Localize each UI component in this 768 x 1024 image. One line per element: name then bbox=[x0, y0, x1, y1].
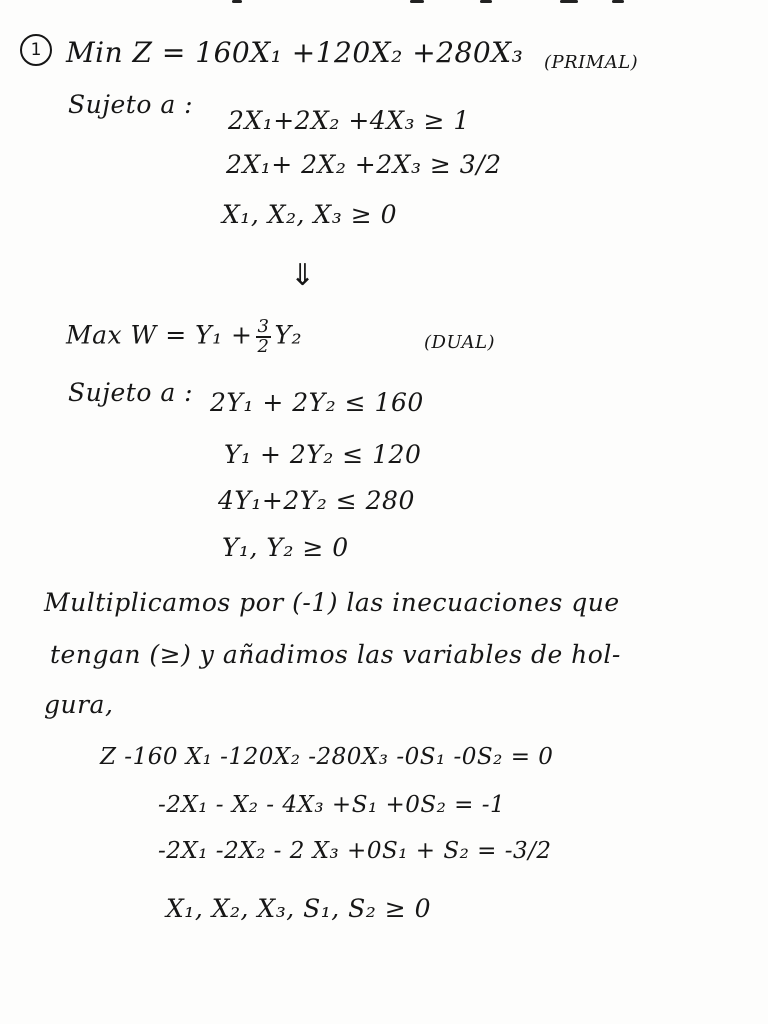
dual-nonnegativity: Y₁, Y₂ ≥ 0 bbox=[222, 533, 349, 562]
dual-objective-suffix: Y₂ bbox=[274, 320, 302, 350]
paragraph-line-2: tengan (≥) y añadimos las variables de hol- bbox=[50, 640, 621, 669]
fraction-denominator: 2 bbox=[257, 336, 270, 357]
problem-number: 1 bbox=[20, 34, 52, 66]
paragraph-line-1: Multiplicamos por (-1) las inecuaciones que bbox=[44, 588, 620, 617]
primal-constraint-2: 2X₁+ 2X₂ +2X₃ ≥ 3/2 bbox=[226, 150, 502, 179]
system-equation-1: Z -160 X₁ -120X₂ -280X₃ -0S₁ -0S₂ = 0 bbox=[100, 744, 554, 770]
primal-objective: Min Z = 160X₁ +120X₂ +280X₃ bbox=[66, 36, 524, 69]
transform-arrow-icon: ⇓ bbox=[290, 258, 316, 293]
dual-constraint-2: Y₁ + 2Y₂ ≤ 120 bbox=[224, 440, 422, 469]
fraction-numerator: 3 bbox=[257, 316, 270, 337]
system-equation-3: -2X₁ -2X₂ - 2 X₃ +0S₁ + S₂ = -3/2 bbox=[158, 838, 552, 864]
primal-constraint-1: 2X₁+2X₂ +4X₃ ≥ 1 bbox=[228, 106, 470, 135]
dual-constraint-1: 2Y₁ + 2Y₂ ≤ 160 bbox=[210, 388, 424, 417]
system-equation-2: -2X₁ - X₂ - 4X₃ +S₁ +0S₂ = -1 bbox=[158, 792, 506, 818]
primal-nonnegativity: X₁, X₂, X₃ ≥ 0 bbox=[222, 200, 397, 229]
dual-tag: (DUAL) bbox=[424, 332, 496, 353]
top-edge-marks bbox=[0, 0, 768, 4]
paragraph-line-3: gura, bbox=[44, 690, 114, 719]
dual-subject-label: Sujeto a : bbox=[68, 378, 194, 407]
primal-subject-label: Sujeto a : bbox=[68, 90, 194, 119]
dual-objective bbox=[66, 318, 302, 356]
final-nonnegativity: X₁, X₂, X₃, S₁, S₂ ≥ 0 bbox=[166, 894, 432, 923]
dual-constraint-3: 4Y₁+2Y₂ ≤ 280 bbox=[218, 486, 415, 515]
primal-tag: (PRIMAL) bbox=[544, 52, 639, 73]
dual-objective-prefix: Max W = Y₁ + bbox=[66, 320, 253, 350]
dual-objective-fraction bbox=[256, 318, 272, 356]
